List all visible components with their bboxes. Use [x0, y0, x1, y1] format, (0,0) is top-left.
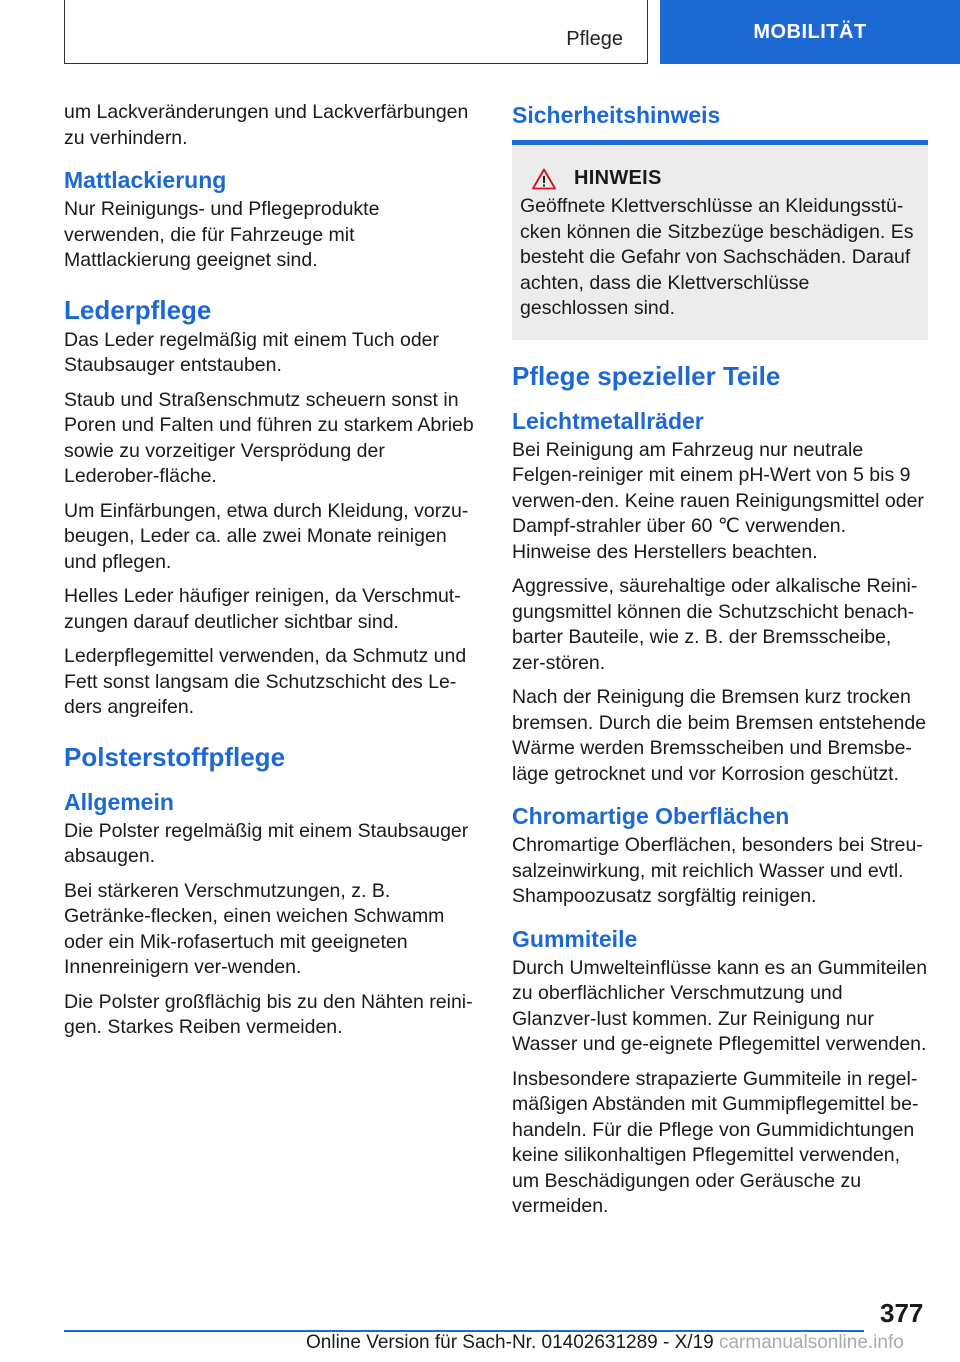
paragraph: Aggressive, säurehaltige oder alkalische Reini-gungsmittel können die Schutzschicht benach-barter Bauteile, wie z. B. der Bremsscheibe, zer-stören. [512, 575, 918, 674]
notice-box [512, 145, 928, 340]
paragraph: Die Polster großflächig bis zu den Nähten reini-gen. Starkes Reiben vermeiden. [64, 990, 473, 1038]
online-version-text: Online Version für Sach-Nr. 01402631289 - X/19 [306, 1332, 714, 1353]
heading-leichtmetallraeder: Leichtmetallräder [512, 407, 704, 434]
paragraph: Die Polster regelmäßig mit einem Staubsauger absaugen. [64, 819, 469, 867]
chapter-tab [660, 0, 960, 64]
paragraph: Durch Umwelteinflüsse kann es an Gummiteilen zu oberflächlicher Verschmutzung und Glanzver-lust kommen. Zur Reinigung nur Wasser und ge-eignete Pflegemittel verwenden. [512, 956, 928, 1055]
section-title: Pflege [566, 28, 623, 50]
paragraph: Nach der Reinigung die Bremsen kurz trocken bremsen. Durch die beim Bremsen entstehende Wärme werden Bremsscheiben und Bremsbe-läge getrocknet und vor Korrosion geschützt. [512, 686, 927, 785]
watermark-text: carmanualsonline.info [718, 1332, 904, 1353]
paragraph: Nur Reinigungs- und Pflegeprodukte verwenden, die für Fahrzeuge mit Mattlackierung geeignet sind. [64, 198, 380, 271]
left-column [64, 100, 482, 1050]
notice-text: Geöffnete Klettverschlüsse an Kleidungsstü-cken können die Sitzbezüge beschädigen. Es besteht die Gefahr von Sachschäden. Darauf achten, dass die Klettverschlüsse geschlossen sind. [520, 195, 914, 319]
paragraph: Um Einfärbungen, etwa durch Kleidung, vorzu-beugen, Leder ca. alle zwei Monate reinigen und pflegen. [64, 499, 469, 573]
heading-chromartige-oberflaechen: Chromartige Oberflächen [512, 803, 790, 829]
heading-polsterstoffpflege: Polsterstoffpflege [64, 741, 286, 772]
footer-line [306, 1332, 904, 1354]
paragraph: Insbesondere strapazierte Gummiteile in regel-mäßigen Abständen mit Gummipflegemittel be-handeln. Für die Pflege von Gummidichtungen keine silikonhaltigen Pflegemittel verwenden, um Beschädigungen oder Geräusche zu vermeiden. [512, 1067, 919, 1217]
paragraph: Staub und Straßenschmutz scheuern sonst in Poren und Falten und führen zu starkem Abrieb sowie zu vorzeitiger Versprödung der Lederober-fläche. [64, 388, 474, 487]
paragraph: Chromartige Oberflächen, besonders bei Streu-salzeinwirkung, mit reichlich Wasser und evtl. Shampoozusatz sorgfältig reinigen. [512, 834, 923, 907]
heading-sicherheitshinweis: Sicherheitshinweis [512, 102, 721, 128]
warning-triangle-icon [532, 168, 556, 190]
page-number: 377 [880, 1298, 924, 1328]
paragraph: Lederpflegemittel verwenden, da Schmutz und Fett sonst langsam die Schutzschicht des Le-ders angreifen. [64, 645, 467, 718]
paragraph: Bei Reinigung am Fahrzeug nur neutrale Felgen-reiniger mit einem pH-Wert von 5 bis 9 verwen-den. Keine rauen Reinigungsmittel oder Dampf-strahler über 60 ℃ verwenden. Hinweise des Herstellers beachten. [512, 438, 924, 563]
paragraph: Bei stärkeren Verschmutzungen, z. B. Getränke-flecken, einen weichen Schwamm oder ein Mik-rofasertuch mit geeigneten Innenreinigern ver-wenden. [64, 879, 445, 978]
heading-lederpflege: Lederpflege [64, 294, 212, 325]
right-column [512, 100, 928, 1229]
heading-pflege-spezieller-teile: Pflege spezieller Teile [512, 360, 781, 391]
heading-gummiteile: Gummiteile [512, 925, 638, 952]
heading-mattlackierung: Mattlackierung [64, 167, 227, 193]
intro-paragraph: um Lackveränderungen und Lackverfärbungen zu verhindern. [64, 101, 469, 149]
paragraph: Das Leder regelmäßig mit einem Tuch oder Staubsauger entstauben. [64, 328, 440, 376]
heading-allgemein: Allgemein [64, 788, 174, 815]
chapter-title: MOBILITÄT [753, 20, 867, 43]
paragraph: Helles Leder häufiger reinigen, da Verschmut-zungen darauf deutlicher sichtbar sind. [64, 585, 461, 633]
header-frame [64, 0, 648, 64]
notice-label: HINWEIS [574, 167, 662, 189]
notice-header [520, 167, 916, 190]
